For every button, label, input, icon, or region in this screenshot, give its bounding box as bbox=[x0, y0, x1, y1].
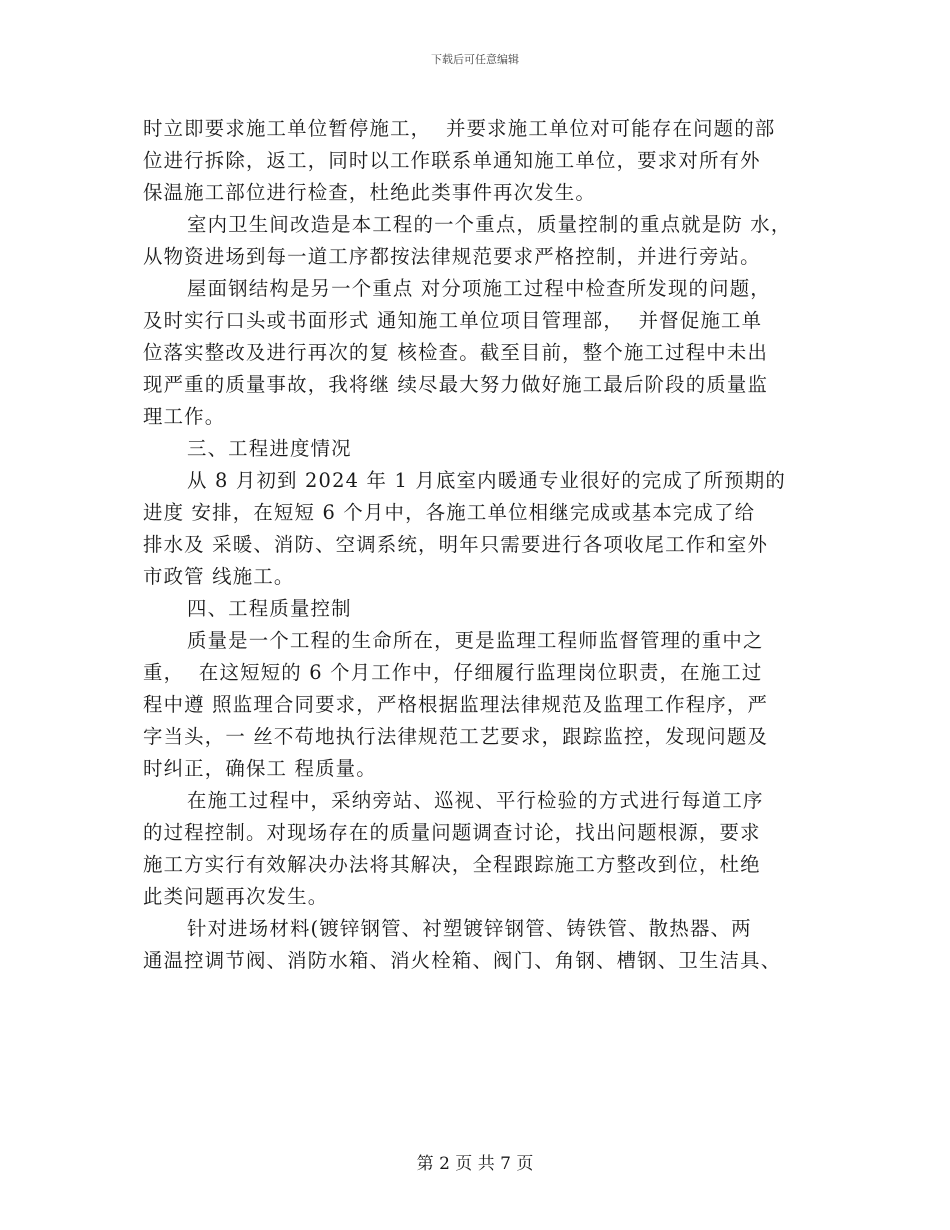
text-line: 重， 在这短短的 6 个月工作中，仔细履行监理岗位职责，在施工过 bbox=[143, 661, 763, 684]
text-line: 施工方实行有效解决办法将其解决，全程跟踪施工方整改到位，杜绝 bbox=[143, 853, 761, 876]
text-line: 四、工程质量控制 bbox=[187, 597, 352, 620]
text-line: 针对进场材料(镀锌钢管、衬塑镀锌钢管、铸铁管、散热器、两 bbox=[187, 917, 752, 940]
text-line: 理工作。 bbox=[143, 405, 226, 428]
text-line: 在施工过程中，采纳旁站、巡视、平行检验的方式进行每道工序 bbox=[187, 789, 764, 812]
text-line: 程中遵 照监理合同要求，严格根据监理法律规范及监理工作程序，严 bbox=[143, 693, 769, 716]
text-line: 位进行拆除，返工，同时以工作联系单通知施工单位，要求对所有外 bbox=[143, 149, 761, 172]
text-line: 现严重的质量事故，我将继 续尽最大努力做好施工最后阶段的质量监 bbox=[143, 373, 769, 396]
text-line: 保温施工部位进行检查，杜绝此类事件再次发生。 bbox=[143, 181, 596, 204]
text-line: 时立即要求施工单位暂停施工， 并要求施工单位对可能存在问题的部 bbox=[143, 117, 776, 140]
page-header: 下载后可任意编辑 bbox=[431, 53, 519, 66]
text-line: 质量是一个工程的生命所在，更是监理工程师监督管理的重中之 bbox=[187, 629, 764, 652]
text-line: 三、工程进度情况 bbox=[187, 437, 352, 460]
text-line: 及时实行口头或书面形式 通知施工单位项目管理部， 并督促施工单 bbox=[143, 309, 763, 332]
page-footer: 第 2 页 共 7 页 bbox=[416, 1154, 534, 1174]
text-line: 通温控调节阀、消防水箱、消火栓箱、阀门、角钢、槽钢、卫生洁具、 bbox=[143, 949, 782, 972]
text-line: 从物资进场到每一道工序都按法律规范要求严格控制，并进行旁站。 bbox=[143, 245, 761, 268]
text-line: 时纠正，确保工 程质量。 bbox=[143, 757, 377, 780]
text-line: 字当头，一 丝不苟地执行法律规范工艺要求，跟踪监控，发现问题及 bbox=[143, 725, 769, 748]
text-line: 的过程控制。对现场存在的质量问题调查讨论，找出问题根源，要求 bbox=[143, 821, 761, 844]
text-line: 排水及 采暖、消防、空调系统，明年只需要进行各项收尾工作和室外 bbox=[143, 533, 769, 556]
text-line: 位落实整改及进行再次的复 核检查。截至目前，整个施工过程中未出 bbox=[143, 341, 769, 364]
text-line: 进度 安排，在短短 6 个月中，各施工单位相继完成或基本完成了给 bbox=[143, 501, 756, 524]
text-line: 市政管 线施工。 bbox=[143, 565, 295, 588]
text-line: 室内卫生间改造是本工程的一个重点，质量控制的重点就是防 水， bbox=[187, 213, 792, 236]
text-line: 屋面钢结构是另一个重点 对分项施工过程中检查所发现的问题， bbox=[187, 277, 771, 300]
text-line: 从 8 月初到 2024 年 1 月底室内暖通专业很好的完成了所预期的 bbox=[187, 469, 786, 492]
document-body bbox=[143, 113, 823, 977]
text-line: 此类问题再次发生。 bbox=[143, 885, 329, 908]
